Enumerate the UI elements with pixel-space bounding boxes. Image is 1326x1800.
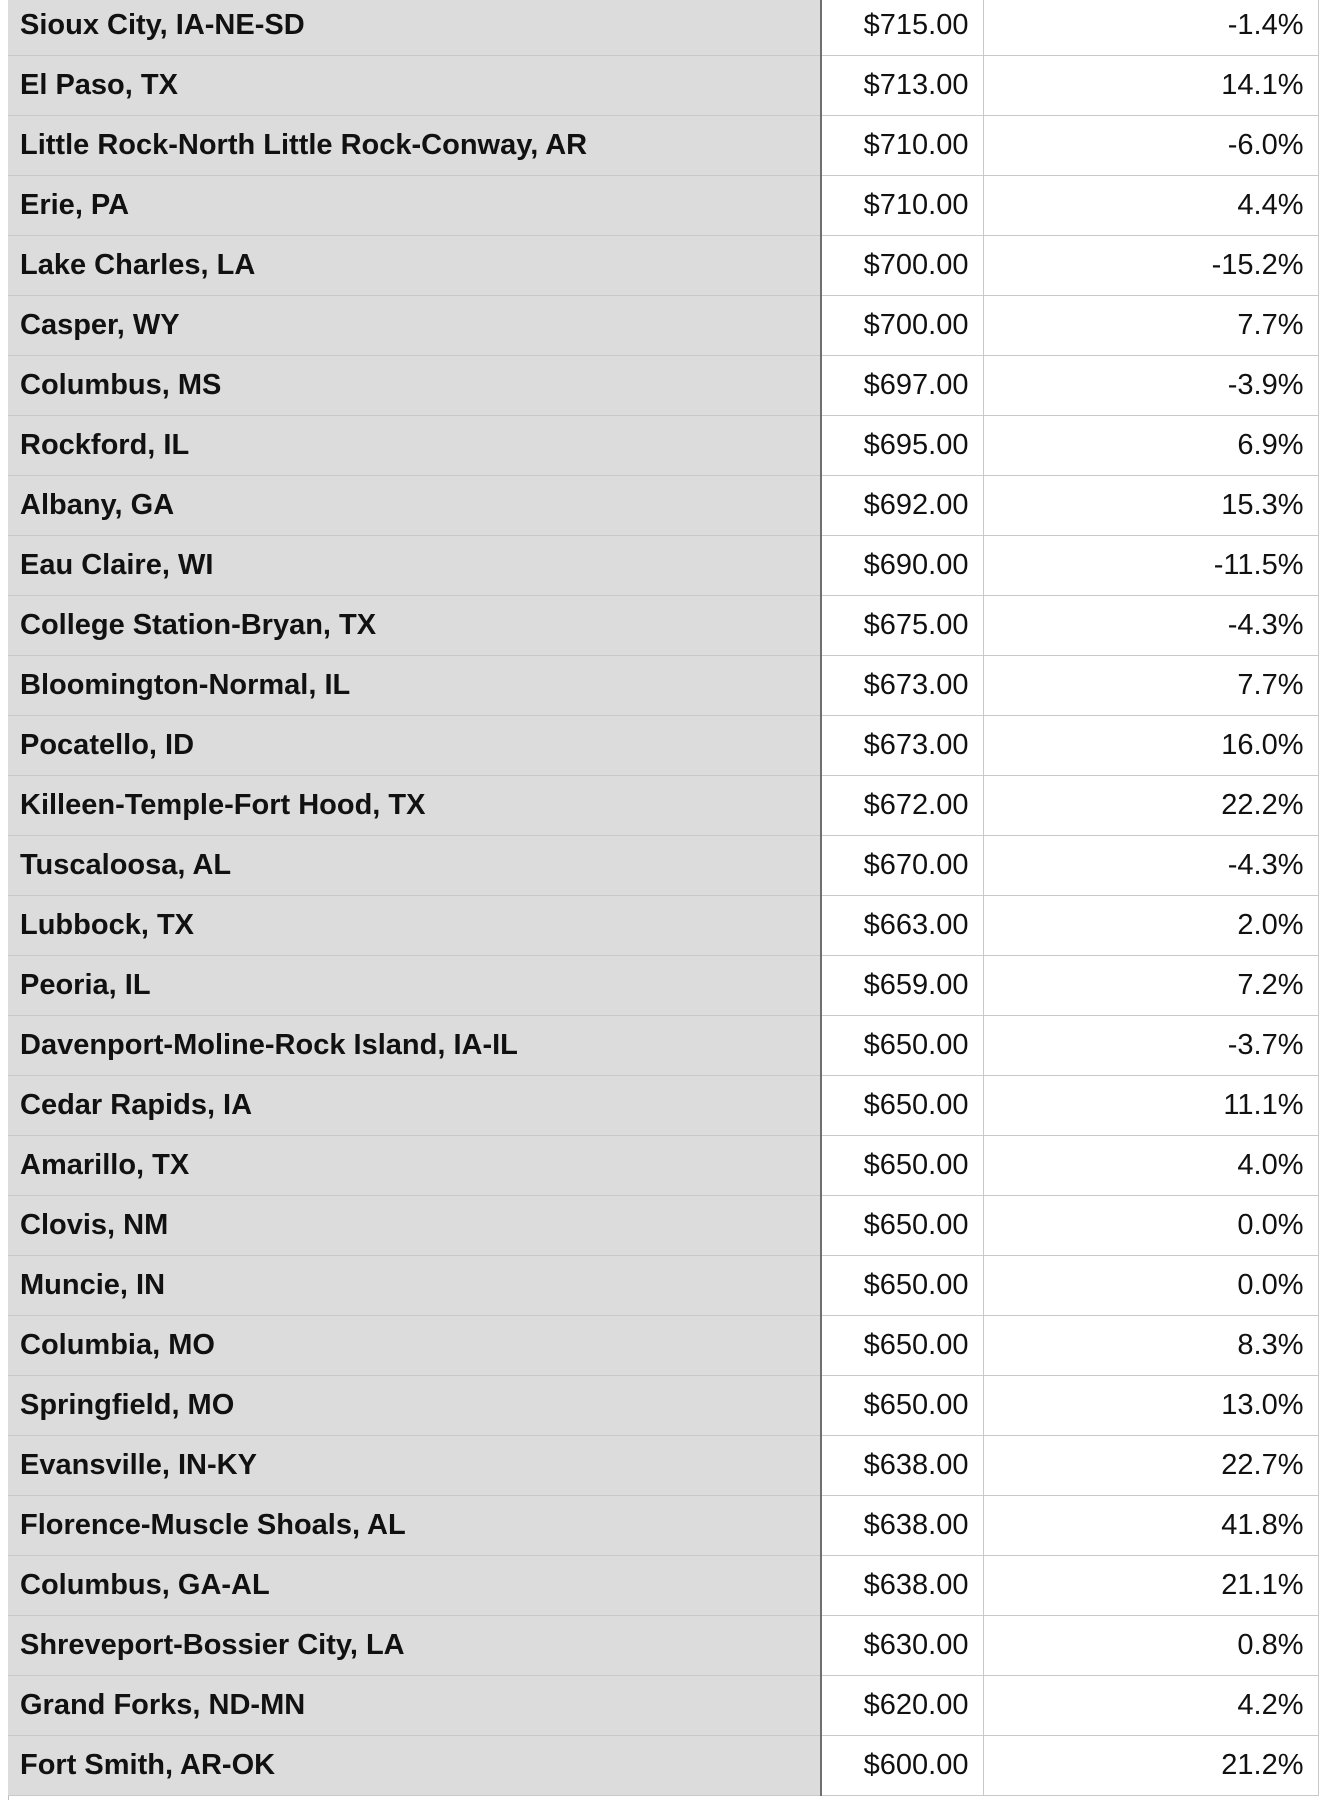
table-row bbox=[8, 1496, 1318, 1556]
rent-cell[interactable]: $638.00 bbox=[821, 1496, 983, 1556]
change-cell[interactable]: -3.9% bbox=[983, 356, 1318, 416]
table-body bbox=[8, 0, 1318, 1796]
rent-cell[interactable]: $673.00 bbox=[821, 716, 983, 776]
table-row bbox=[8, 716, 1318, 776]
change-cell[interactable]: 0.0% bbox=[983, 1196, 1318, 1256]
change-cell[interactable]: 4.0% bbox=[983, 1136, 1318, 1196]
change-cell[interactable]: 4.2% bbox=[983, 1676, 1318, 1736]
rent-cell[interactable]: $650.00 bbox=[821, 1256, 983, 1316]
table-row bbox=[8, 176, 1318, 236]
metro-cell[interactable]: Bloomington-Normal, IL bbox=[8, 656, 821, 716]
change-cell[interactable]: -4.3% bbox=[983, 836, 1318, 896]
change-cell[interactable]: -4.3% bbox=[983, 596, 1318, 656]
change-cell[interactable]: -6.0% bbox=[983, 116, 1318, 176]
rent-cell[interactable]: $692.00 bbox=[821, 476, 983, 536]
table-row bbox=[8, 956, 1318, 1016]
change-cell[interactable]: 0.8% bbox=[983, 1616, 1318, 1676]
table-row bbox=[8, 1556, 1318, 1616]
change-cell[interactable]: 2.0% bbox=[983, 896, 1318, 956]
metro-cell[interactable]: Eau Claire, WI bbox=[8, 536, 821, 596]
table-row bbox=[8, 1316, 1318, 1376]
rent-cell[interactable]: $673.00 bbox=[821, 656, 983, 716]
table-row bbox=[8, 1436, 1318, 1496]
metro-cell[interactable]: Casper, WY bbox=[8, 296, 821, 356]
table-row bbox=[8, 296, 1318, 356]
change-cell[interactable]: 6.9% bbox=[983, 416, 1318, 476]
table-row bbox=[8, 416, 1318, 476]
change-cell[interactable]: 13.0% bbox=[983, 1376, 1318, 1436]
table-row bbox=[8, 1616, 1318, 1676]
metro-cell[interactable]: El Paso, TX bbox=[8, 56, 821, 116]
metro-cell[interactable]: Cedar Rapids, IA bbox=[8, 1076, 821, 1136]
change-cell[interactable]: 15.3% bbox=[983, 476, 1318, 536]
change-cell[interactable]: -11.5% bbox=[983, 536, 1318, 596]
change-cell[interactable]: 22.2% bbox=[983, 776, 1318, 836]
change-cell[interactable]: 22.7% bbox=[983, 1436, 1318, 1496]
metro-cell[interactable]: Amarillo, TX bbox=[8, 1136, 821, 1196]
metro-cell[interactable]: Erie, PA bbox=[8, 176, 821, 236]
rent-cell[interactable]: $710.00 bbox=[821, 176, 983, 236]
change-cell[interactable]: 4.4% bbox=[983, 176, 1318, 236]
change-cell[interactable]: 41.8% bbox=[983, 1496, 1318, 1556]
rent-cell[interactable]: $650.00 bbox=[821, 1076, 983, 1136]
metro-cell[interactable]: Fort Smith, AR-OK bbox=[8, 1736, 821, 1796]
rent-cell[interactable]: $710.00 bbox=[821, 116, 983, 176]
metro-cell[interactable]: Springfield, MO bbox=[8, 1376, 821, 1436]
change-cell[interactable]: -15.2% bbox=[983, 236, 1318, 296]
metro-cell[interactable]: Florence-Muscle Shoals, AL bbox=[8, 1496, 821, 1556]
rent-cell[interactable]: $650.00 bbox=[821, 1316, 983, 1376]
change-cell[interactable]: 8.3% bbox=[983, 1316, 1318, 1376]
rent-cell[interactable]: $600.00 bbox=[821, 1736, 983, 1796]
change-cell[interactable]: 14.1% bbox=[983, 56, 1318, 116]
rent-cell[interactable]: $697.00 bbox=[821, 356, 983, 416]
metro-cell[interactable]: Shreveport-Bossier City, LA bbox=[8, 1616, 821, 1676]
change-cell[interactable]: 7.7% bbox=[983, 296, 1318, 356]
metro-cell[interactable]: Muncie, IN bbox=[8, 1256, 821, 1316]
metro-cell[interactable]: Columbus, GA-AL bbox=[8, 1556, 821, 1616]
rent-cell[interactable]: $695.00 bbox=[821, 416, 983, 476]
rent-cell[interactable]: $700.00 bbox=[821, 296, 983, 356]
metro-cell[interactable]: Sioux City, IA-NE-SD bbox=[8, 0, 821, 56]
table-row bbox=[8, 1736, 1318, 1796]
rent-cell[interactable]: $620.00 bbox=[821, 1676, 983, 1736]
metro-cell[interactable]: Killeen-Temple-Fort Hood, TX bbox=[8, 776, 821, 836]
rent-cell[interactable]: $690.00 bbox=[821, 536, 983, 596]
rent-cell[interactable]: $650.00 bbox=[821, 1016, 983, 1076]
metro-cell[interactable]: Lubbock, TX bbox=[8, 896, 821, 956]
metro-cell[interactable]: Rockford, IL bbox=[8, 416, 821, 476]
rent-cell[interactable]: $650.00 bbox=[821, 1136, 983, 1196]
table-row bbox=[8, 236, 1318, 296]
metro-cell[interactable]: Columbus, MS bbox=[8, 356, 821, 416]
change-cell[interactable]: -1.4% bbox=[983, 0, 1318, 56]
table-row bbox=[8, 116, 1318, 176]
table-row bbox=[8, 896, 1318, 956]
table-row bbox=[8, 536, 1318, 596]
table-row bbox=[8, 476, 1318, 536]
rent-cell[interactable]: $630.00 bbox=[821, 1616, 983, 1676]
table-row bbox=[8, 656, 1318, 716]
metro-cell[interactable]: Peoria, IL bbox=[8, 956, 821, 1016]
rent-cell[interactable]: $638.00 bbox=[821, 1556, 983, 1616]
change-cell[interactable]: 21.2% bbox=[983, 1736, 1318, 1796]
change-cell[interactable]: 7.2% bbox=[983, 956, 1318, 1016]
rent-cell[interactable]: $700.00 bbox=[821, 236, 983, 296]
table-row bbox=[8, 56, 1318, 116]
metro-cell[interactable]: Evansville, IN-KY bbox=[8, 1436, 821, 1496]
change-cell[interactable]: -3.7% bbox=[983, 1016, 1318, 1076]
table-row bbox=[8, 1016, 1318, 1076]
rent-cell[interactable]: $650.00 bbox=[821, 1196, 983, 1256]
table-row bbox=[8, 356, 1318, 416]
table-row bbox=[8, 1676, 1318, 1736]
metro-cell[interactable]: College Station-Bryan, TX bbox=[8, 596, 821, 656]
rent-table bbox=[8, 0, 1319, 1796]
table-row bbox=[8, 836, 1318, 896]
change-cell[interactable]: 21.1% bbox=[983, 1556, 1318, 1616]
rent-cell[interactable]: $650.00 bbox=[821, 1376, 983, 1436]
metro-cell[interactable]: Tuscaloosa, AL bbox=[8, 836, 821, 896]
table-row bbox=[8, 0, 1318, 56]
metro-cell[interactable]: Davenport-Moline-Rock Island, IA-IL bbox=[8, 1016, 821, 1076]
metro-cell[interactable]: Clovis, NM bbox=[8, 1196, 821, 1256]
metro-cell[interactable]: Little Rock-North Little Rock-Conway, AR bbox=[8, 116, 821, 176]
table-row bbox=[8, 776, 1318, 836]
rent-cell[interactable]: $713.00 bbox=[821, 56, 983, 116]
rent-cell[interactable]: $715.00 bbox=[821, 0, 983, 56]
table-row bbox=[8, 1136, 1318, 1196]
change-cell[interactable]: 0.0% bbox=[983, 1256, 1318, 1316]
table-row bbox=[8, 596, 1318, 656]
rent-cell[interactable]: $672.00 bbox=[821, 776, 983, 836]
table-row bbox=[8, 1376, 1318, 1436]
metro-cell[interactable]: Lake Charles, LA bbox=[8, 236, 821, 296]
metro-cell[interactable]: Albany, GA bbox=[8, 476, 821, 536]
rent-cell[interactable]: $638.00 bbox=[821, 1436, 983, 1496]
rent-cell[interactable]: $659.00 bbox=[821, 956, 983, 1016]
metro-cell[interactable]: Pocatello, ID bbox=[8, 716, 821, 776]
change-cell[interactable]: 11.1% bbox=[983, 1076, 1318, 1136]
rent-cell[interactable]: $663.00 bbox=[821, 896, 983, 956]
metro-cell[interactable]: Columbia, MO bbox=[8, 1316, 821, 1376]
metro-cell[interactable]: Grand Forks, ND-MN bbox=[8, 1676, 821, 1736]
rent-cell[interactable]: $675.00 bbox=[821, 596, 983, 656]
table-row bbox=[8, 1076, 1318, 1136]
rent-cell[interactable]: $670.00 bbox=[821, 836, 983, 896]
table-row bbox=[8, 1256, 1318, 1316]
table-row bbox=[8, 1196, 1318, 1256]
change-cell[interactable]: 7.7% bbox=[983, 656, 1318, 716]
change-cell[interactable]: 16.0% bbox=[983, 716, 1318, 776]
